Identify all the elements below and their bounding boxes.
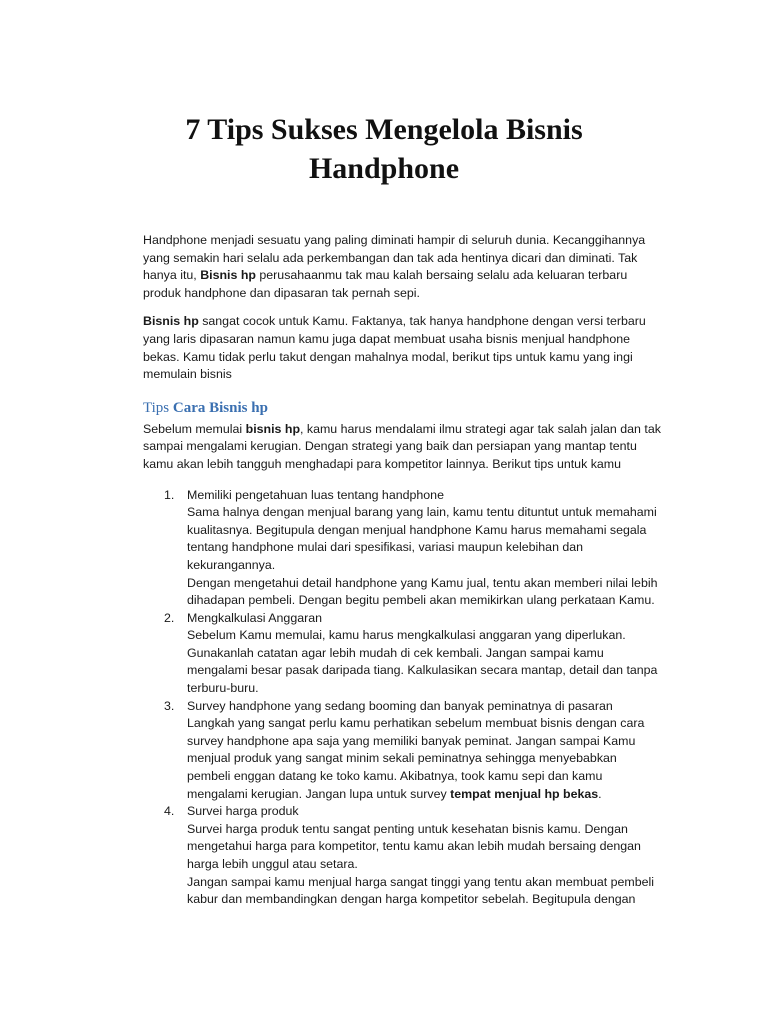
title-line-2: Handphone [308, 152, 460, 185]
bold-keyword: Bisnis hp [143, 314, 199, 329]
bold-keyword: tempat menjual hp bekas [450, 786, 599, 801]
text-run: Langkah yang sangat perlu kamu perhatikan sebelum membuat bisnis dengan cara survey handphone apa saja yang memiliki banyak peminat. Jangan sampai Kamu menjual produk yang sangat minim sekali peminatnya sehingga menyebabkan pembeli enggan datang ke toko kamu. Akibatnya, took kamu sepi dan kamu mengalami kerugian. Jangan lupa untuk survey [187, 716, 645, 801]
text-run: . [598, 786, 602, 801]
list-item [143, 698, 663, 804]
intro-paragraph-1 [143, 232, 663, 302]
title-line-1: 7 Tips Sukses Mengelola Bisnis [185, 113, 583, 146]
heading-bold-text: Cara Bisnis hp [172, 399, 268, 416]
list-item [143, 803, 663, 909]
section-heading [143, 399, 663, 418]
document-title [0, 110, 768, 188]
text-run: Handphone menjadi sesuatu yang paling diminati hampir di seluruh dunia. Kecanggihannya yang semakin hari selalu ada perkembangan dan tak ada hentinya dicari dan diminati. Tak hanya itu, [143, 233, 646, 283]
bold-keyword: bisnis hp [245, 421, 301, 436]
list-number: 3. [164, 698, 175, 713]
list-item-text: Sebelum Kamu memulai, kamu harus mengkalkulasi anggaran yang diperlukan. Gunakanlah catatan agar lebih mudah di cek kembali. Jangan sampai kamu mengalami besar pasak daripada tiang. Kalkulasikan secara mantap, detail dan tanpa terburu-buru. [187, 628, 658, 696]
intro-paragraph-2 [143, 313, 663, 383]
list-item-text: Sama halnya dengan menjual barang yang lain, kamu tentu dituntut untuk memahami kualitasnya. Begitupula dengan menjual handphone Kamu harus memahami segala tentang handphone mulai dari spesifikasi, variasi maupun kelebihan dan kekurangannya. [187, 505, 657, 572]
list-item-title: Memiliki pengetahuan luas tentang handphone [187, 487, 444, 502]
bold-keyword: Bisnis hp [200, 268, 256, 283]
list-number: 1. [164, 487, 175, 502]
text-run: sangat cocok untuk Kamu. Faktanya, tak hanya handphone dengan versi terbaru yang laris dipasaran namun kamu juga dapat membuat usaha bisnis menjual handphone bekas. Kamu tidak perlu takut dengan mahalnya modal, berikut tips untuk kamu yang ingi memulain bisnis [143, 314, 646, 382]
text-run: perusahaanmu tak mau kalah bersaing selalu ada keluaran terbaru produk handphone dan dipasaran tak pernah sepi. [143, 268, 628, 300]
document-body [143, 232, 663, 909]
list-item-text: Jangan sampai kamu menjual harga sangat tinggi yang tentu akan membuat pembeli kabur dan membandingkan dengan harga kompetitor sebelah. Begitupula dengan [187, 874, 655, 907]
list-item [143, 610, 663, 698]
section-paragraph [143, 421, 663, 474]
text-run: , kamu harus mendalami ilmu strategi agar tak salah jalan dan tak sampai mengalami kerugian. Dengan strategi yang baik dan persiapan yang mantap tentu kamu akan lebih tangguh menghadapi para kompetitor lainnya. Berikut tips untuk kamu [143, 421, 661, 471]
list-item-title: Mengkalkulasi Anggaran [187, 610, 323, 625]
list-item [143, 487, 663, 610]
list-item-text: Dengan mengetahui detail handphone yang Kamu jual, tentu akan memberi nilai lebih dihadapan pembeli. Dengan begitu pembeli akan memikirkan ulang perkataan Kamu. [187, 575, 658, 608]
heading-text: Tips [143, 399, 173, 416]
list-item-text [187, 715, 663, 803]
list-item-title: Survey handphone yang sedang booming dan banyak peminatnya di pasaran [187, 698, 613, 713]
list-number: 4. [164, 804, 175, 819]
text-run: Sebelum memulai [143, 421, 246, 436]
tips-list [143, 487, 663, 909]
list-item-title: Survei harga produk [187, 804, 299, 819]
list-number: 2. [164, 610, 175, 625]
list-item-text: Survei harga produk tentu sangat penting untuk kesehatan bisnis kamu. Dengan mengetahui harga para kompetitor, tentu kamu akan lebih mudah bersaing dengan harga lebih unggul atau setara. [187, 821, 641, 871]
